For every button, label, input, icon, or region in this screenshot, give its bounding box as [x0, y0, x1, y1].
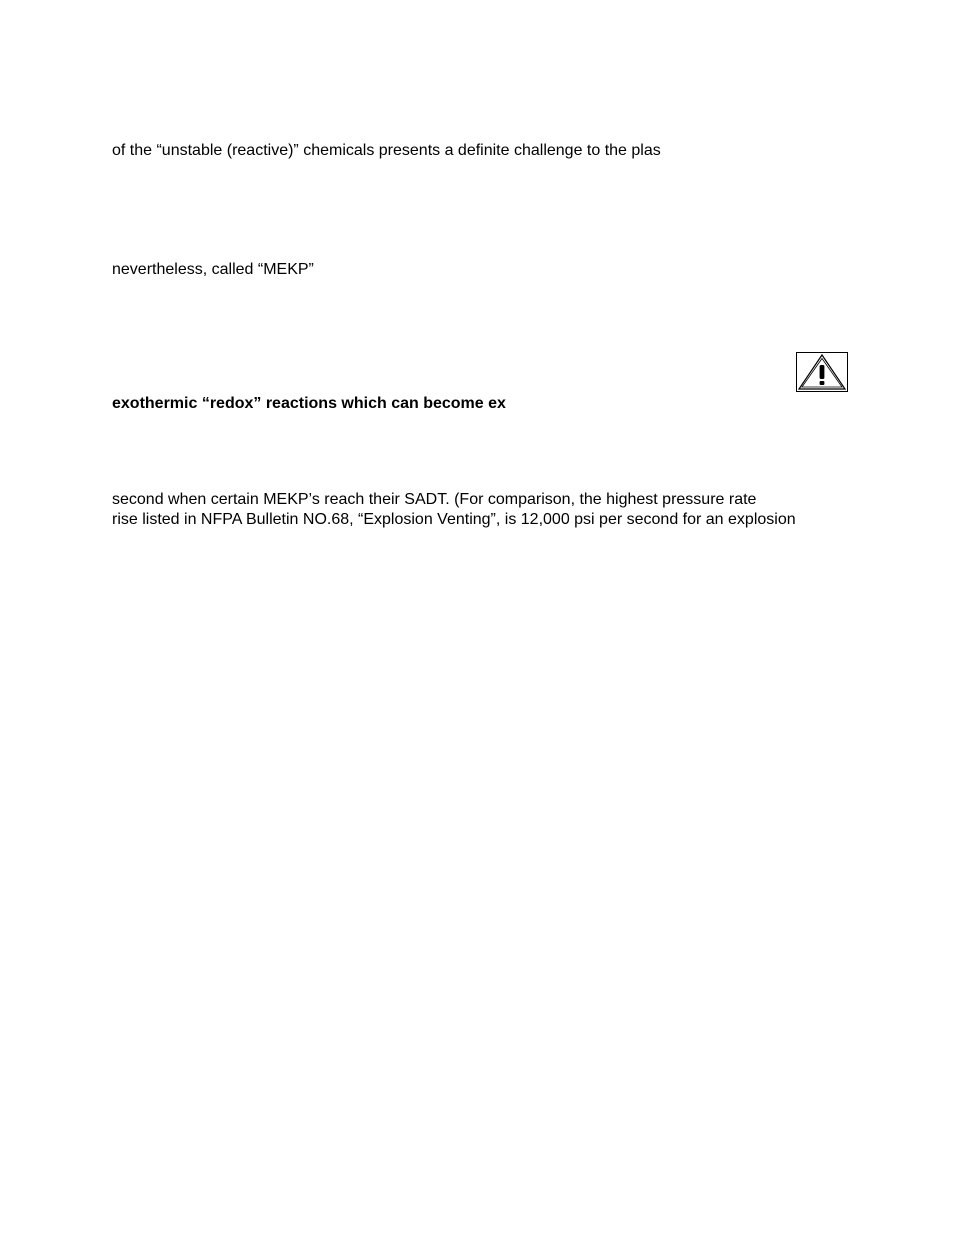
text-line-unstable-chemicals: of the “unstable (reactive)” chemicals presents a definite challenge to the plas [112, 142, 661, 159]
text-line-sadt: second when certain MEKP’s reach their SADT. (For comparison, the highest pressure rate [112, 491, 757, 508]
text-line-redox-warning: exothermic “redox” reactions which can become ex [112, 395, 506, 412]
text-line-mekp: nevertheless, called “MEKP” [112, 261, 314, 278]
text-line-nfpa: rise listed in NFPA Bulletin NO.68, “Explosion Venting”, is 12,000 psi per second for an explosion [112, 511, 796, 528]
warning-triangle-icon [796, 352, 848, 392]
